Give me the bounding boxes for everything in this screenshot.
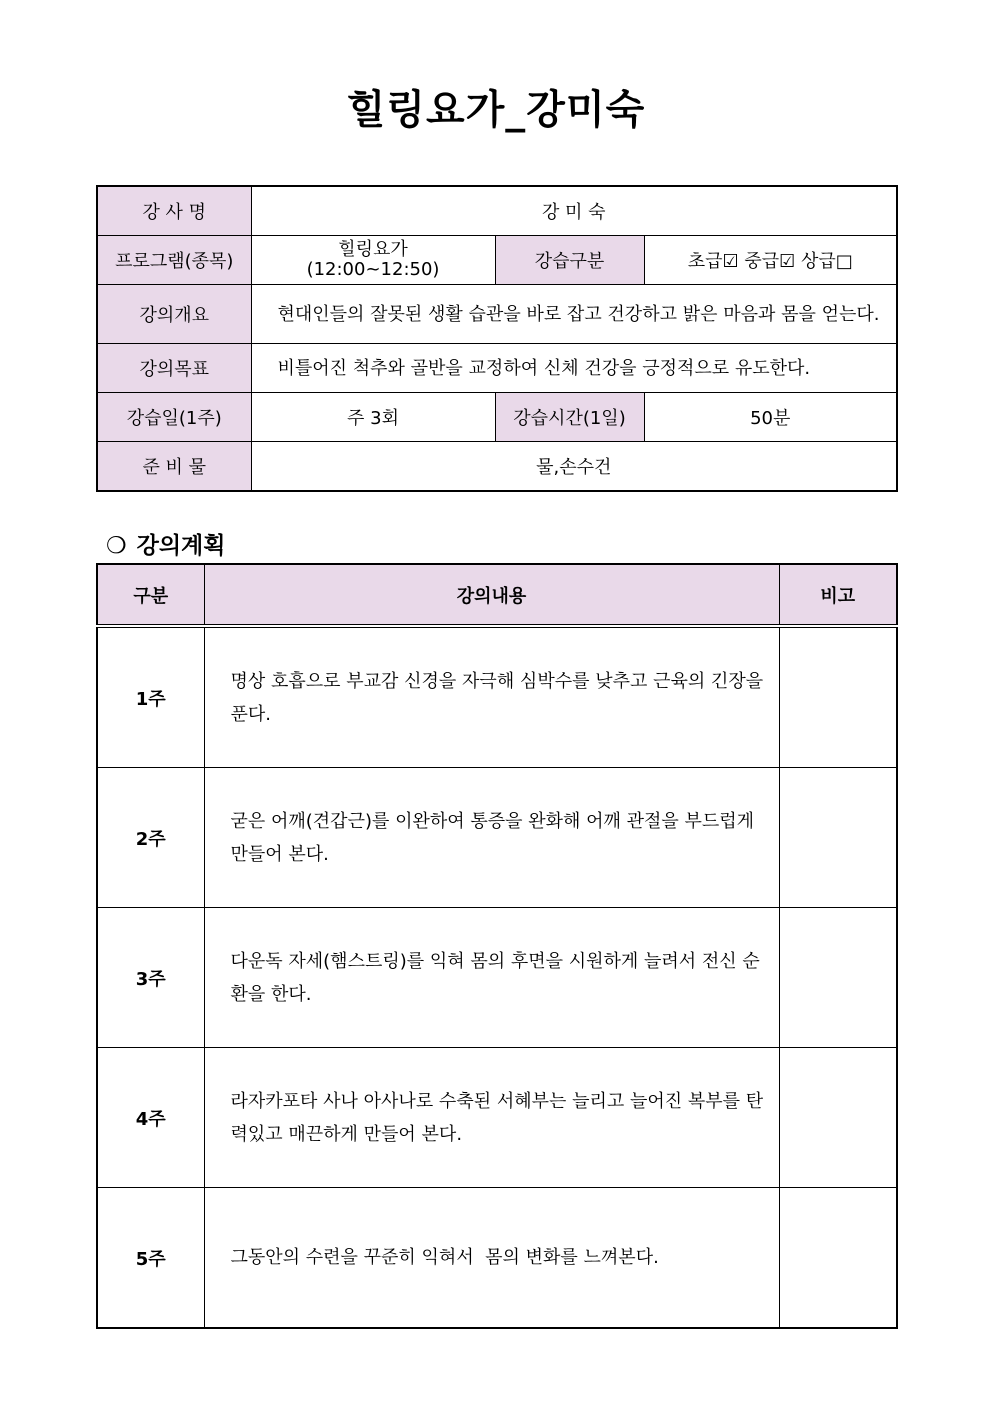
week-content: 다운독 자세(햄스트링)를 익혀 몸의 후면을 시원하게 늘려서 전신 순환을 한다. [204,908,779,1048]
instructor-row [97,186,897,236]
week-note [779,626,897,768]
program-label: 프로그램(종목) [97,236,251,285]
lesson-plan-table [96,563,898,1329]
week-label: 1주 [97,626,204,768]
supplies-label: 준 비 물 [97,442,251,492]
instructor-value: 강 미 숙 [251,186,897,236]
supplies-value: 물,손수건 [251,442,897,492]
level-label: 강습구분 [495,236,644,285]
plan-heading [106,527,226,560]
week-content: 명상 호흡으로 부교감 신경을 자극해 심박수를 낮추고 근육의 긴장을 푼다. [204,626,779,768]
plan-heading-text: 강의계획 [136,533,226,559]
duration-label: 강습시간(1일) [495,393,644,442]
week-content: 굳은 어깨(견갑근)를 이완하여 통증을 완화해 어깨 관절을 부드럽게 만들어 본다. [204,768,779,908]
week-content: 라자카포타 사나 아사나로 수축된 서혜부는 늘리고 늘어진 복부를 탄력있고 매끈하게 만들어 본다. [204,1048,779,1188]
supplies-row [97,442,897,492]
plan-header-row [97,564,897,626]
goal-label: 강의목표 [97,344,251,393]
table-row [97,626,897,768]
overview-label: 강의개요 [97,285,251,344]
week-label: 5주 [97,1188,204,1329]
duration-value: 50분 [644,393,897,442]
week-note [779,768,897,908]
week-label: 2주 [97,768,204,908]
program-row [97,236,897,285]
program-cell [251,236,495,285]
header-category: 구분 [97,564,204,626]
circle-bullet-icon: ❍ [106,533,127,559]
overview-row [97,285,897,344]
program-time: (12:00~12:50) [306,259,440,280]
overview-value: 현대인들의 잘못된 생활 습관을 바로 잡고 건강하고 밝은 마음과 몸을 얻는다. [251,285,897,344]
course-info-table [96,185,898,492]
table-row [97,908,897,1048]
days-value: 주 3회 [251,393,495,442]
week-content: 그동안의 수련을 꾸준히 익혀서 몸의 변화를 느껴본다. [204,1188,779,1329]
table-row [97,768,897,908]
goal-value: 비틀어진 척추와 골반을 교정하여 신체 건강을 긍정적으로 유도한다. [251,344,897,393]
table-row [97,1048,897,1188]
week-label: 4주 [97,1048,204,1188]
week-note [779,908,897,1048]
program-name: 힐링요가 [338,239,408,260]
instructor-label: 강 사 명 [97,186,251,236]
table-row [97,1188,897,1329]
level-value: 초급☑ 중급☑ 상급□ [644,236,897,285]
week-note [779,1048,897,1188]
goal-row [97,344,897,393]
days-label: 강습일(1주) [97,393,251,442]
week-label: 3주 [97,908,204,1048]
document-title: 힐링요가_강미숙 [346,87,646,133]
header-content: 강의내용 [204,564,779,626]
schedule-row [97,393,897,442]
header-note: 비고 [779,564,897,626]
week-note [779,1188,897,1329]
